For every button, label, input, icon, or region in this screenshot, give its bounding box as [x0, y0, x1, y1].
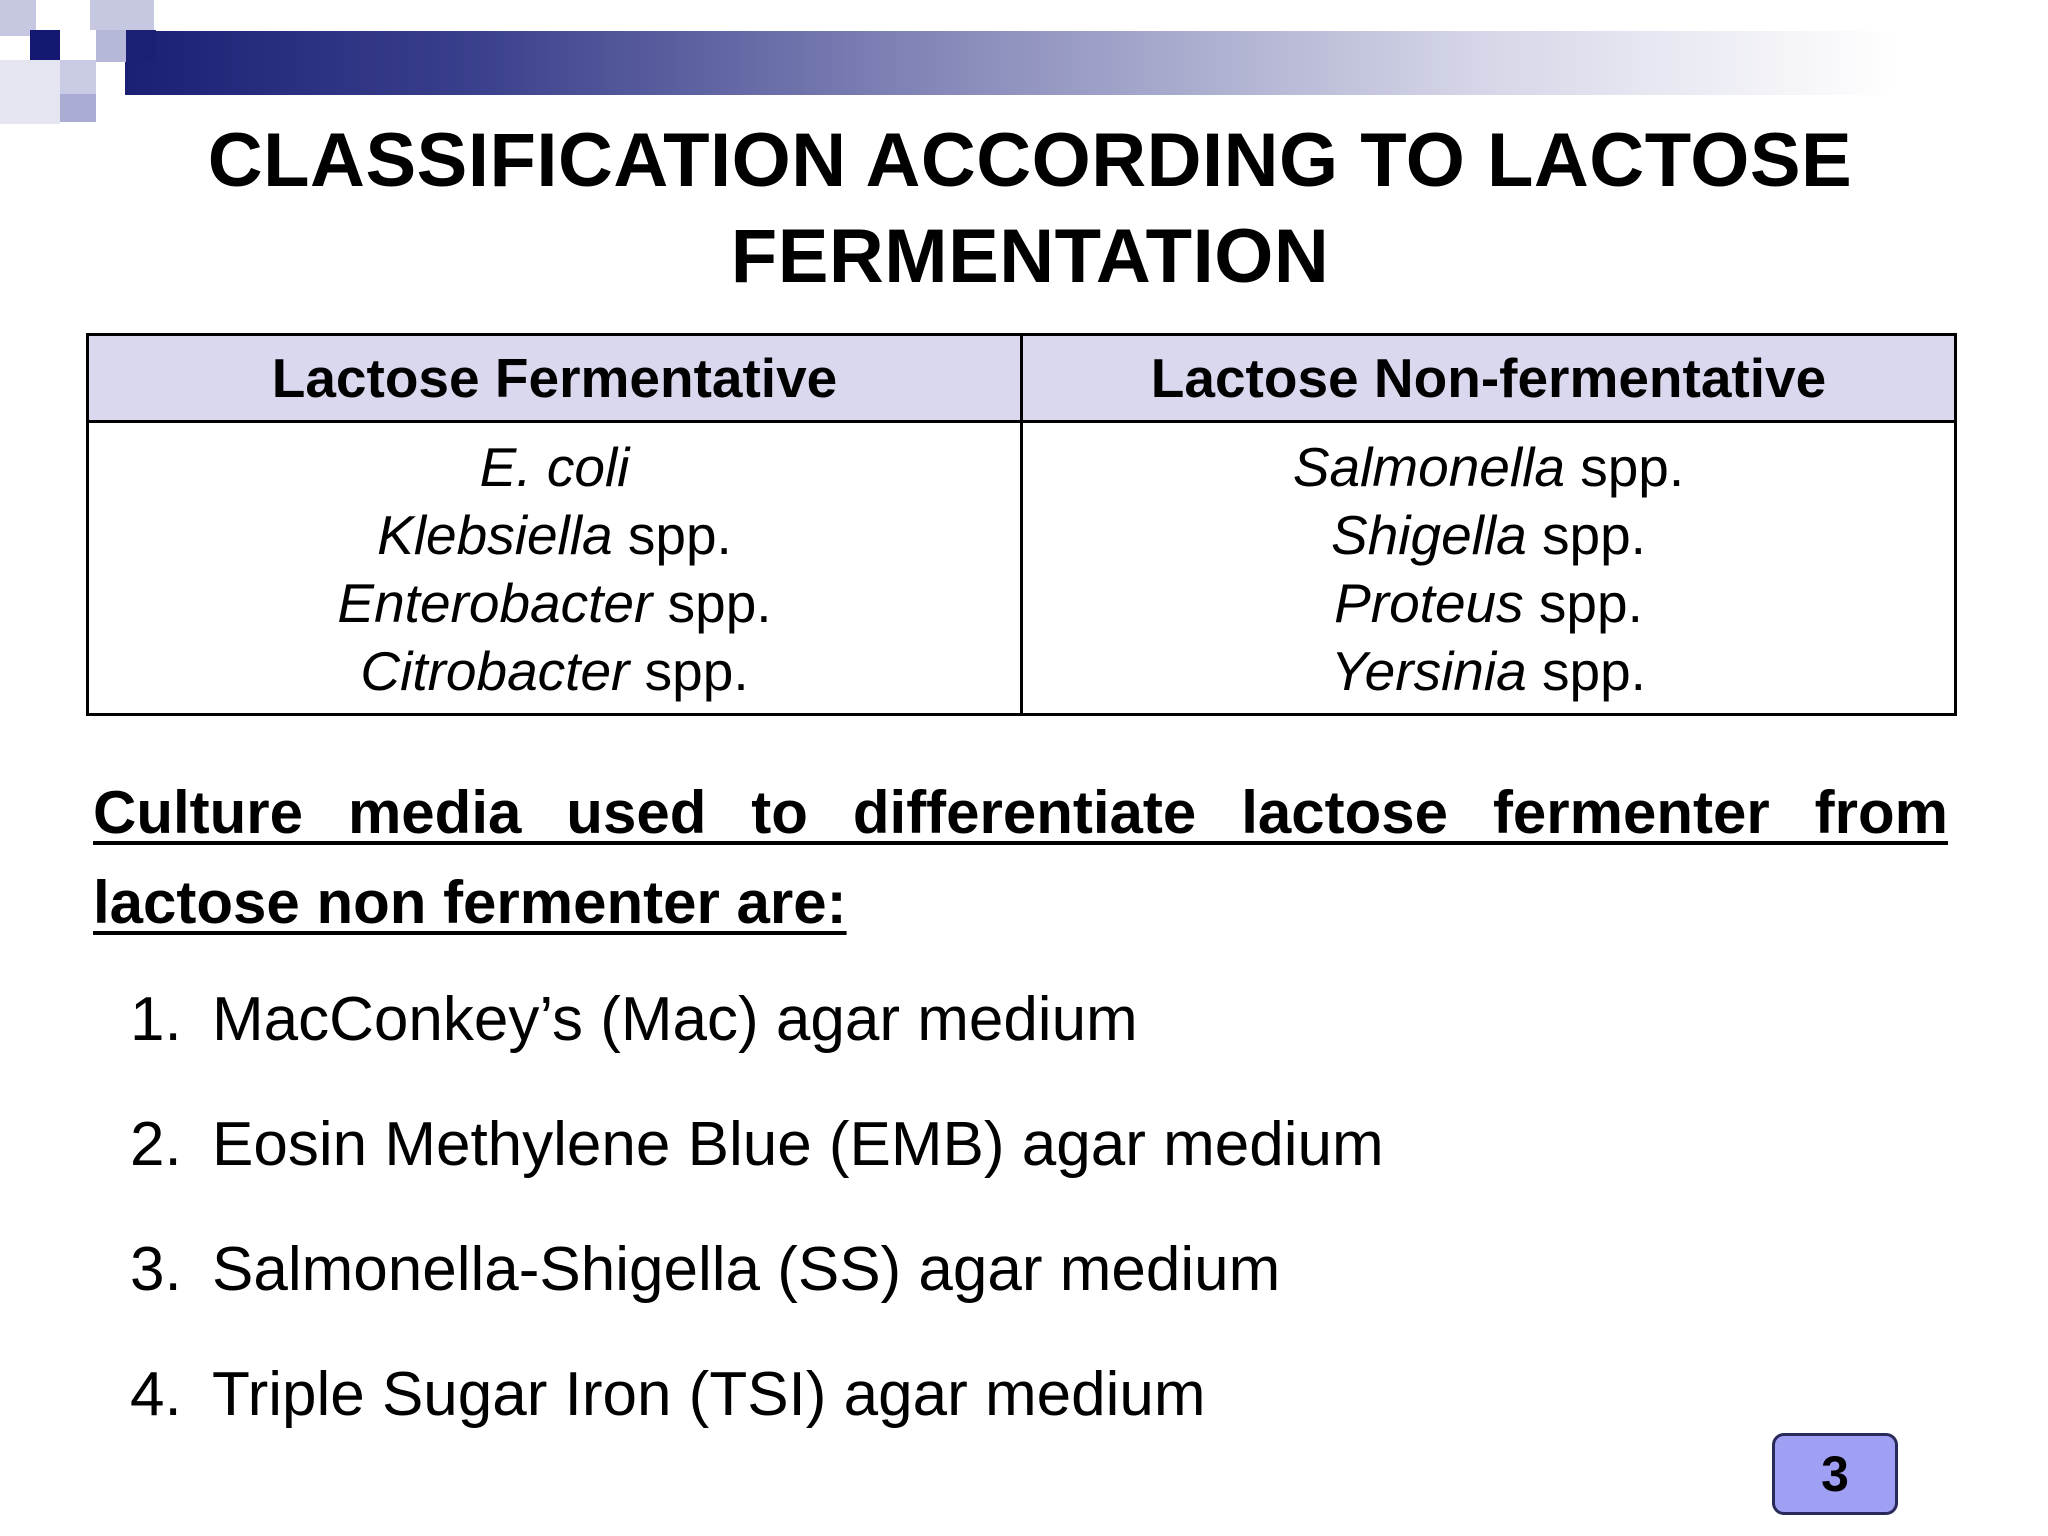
genus-name: Yersinia	[1331, 640, 1527, 702]
genus-name: Shigella	[1331, 504, 1527, 566]
list-text: Triple Sugar Iron (TSI) agar medium	[212, 1360, 1206, 1429]
table-header-row	[88, 335, 1956, 422]
list-text: MacConkey’s (Mac) agar medium	[212, 985, 1138, 1054]
genus-suffix: spp.	[1526, 504, 1646, 566]
classification-table-container	[86, 333, 1957, 716]
fermentative-cell	[88, 422, 1022, 715]
decor-square	[60, 94, 96, 122]
organism	[1023, 501, 1954, 569]
organism	[89, 569, 1020, 637]
page-number-badge: 3	[1772, 1433, 1898, 1515]
list-text: Eosin Methylene Blue (EMB) agar medium	[212, 1110, 1384, 1179]
genus-name: Klebsiella	[377, 504, 613, 566]
genus-suffix: spp.	[612, 504, 732, 566]
genus-suffix: spp.	[1526, 640, 1646, 702]
title-banner-gradient	[125, 31, 2048, 95]
media-subheading	[93, 768, 1948, 948]
decor-square	[0, 60, 60, 124]
list-item	[130, 980, 1384, 1105]
list-number: 2.	[130, 1110, 182, 1179]
genus-name: Enterobacter	[337, 572, 653, 634]
non-fermentative-cell	[1022, 422, 1956, 715]
decor-square	[30, 30, 60, 60]
genus-suffix: spp.	[1523, 572, 1643, 634]
subheading-text: Culture media used to differentiate lactose fermenter from lactose non fermenter are:	[93, 779, 1948, 936]
decor-square	[90, 0, 154, 30]
list-item	[130, 1355, 1384, 1480]
genus-name: Salmonella	[1292, 436, 1565, 498]
classification-table	[86, 333, 1957, 716]
list-text: Salmonella-Shigella (SS) agar medium	[212, 1235, 1281, 1304]
organism	[1023, 433, 1954, 501]
list-item	[130, 1230, 1384, 1355]
title-line-2: FERMENTATION	[730, 214, 1330, 299]
title-line-1: CLASSIFICATION ACCORDING TO LACTOSE	[207, 118, 1853, 203]
list-number: 1.	[130, 985, 182, 1054]
slide-title	[110, 113, 1950, 305]
genus-suffix: spp.	[652, 572, 772, 634]
list-number: 4.	[130, 1360, 182, 1429]
organism	[1023, 569, 1954, 637]
organism	[89, 637, 1020, 705]
organism	[1023, 637, 1954, 705]
genus-suffix: spp.	[1564, 436, 1685, 498]
genus-name: Citrobacter	[360, 640, 630, 702]
list-item	[130, 1105, 1384, 1230]
decor-square	[60, 60, 96, 94]
header-non-fermentative: Lactose Non-fermentative	[1022, 335, 1956, 422]
culture-media-list	[130, 980, 1384, 1480]
organism	[89, 501, 1020, 569]
table-row	[88, 422, 1956, 715]
header-fermentative: Lactose Fermentative	[88, 335, 1022, 422]
organism	[89, 433, 1020, 501]
decor-square	[126, 30, 156, 62]
genus-name: E. coli	[479, 436, 630, 498]
genus-name: Proteus	[1334, 572, 1524, 634]
list-number: 3.	[130, 1235, 182, 1304]
decor-square	[96, 30, 126, 62]
genus-suffix: spp.	[629, 640, 749, 702]
